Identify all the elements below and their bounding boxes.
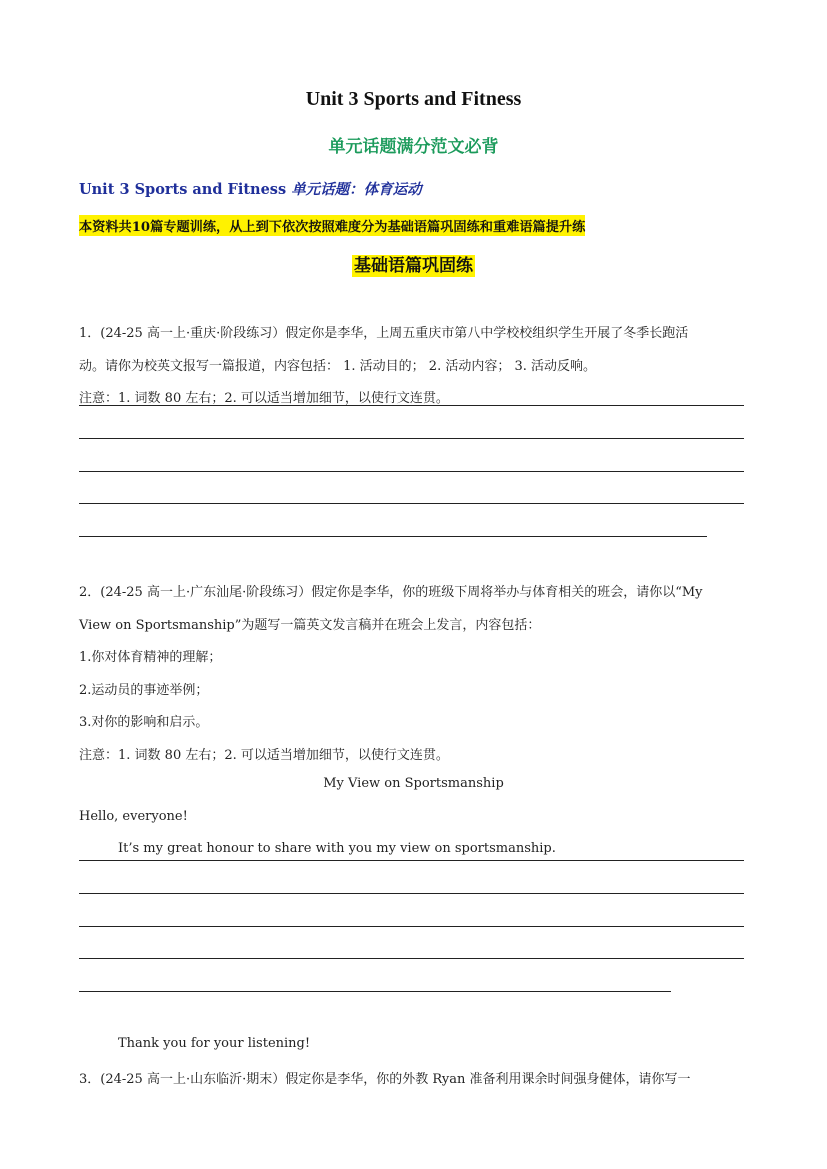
document-subtitle: 单元话题满分范文必背 <box>328 137 499 157</box>
q2-answer-line <box>79 991 671 992</box>
q2-closing: Thank you for your listening! <box>118 1036 311 1051</box>
q2-prompt-line-1: 2．(24-25 高一上·广东汕尾·阶段练习）假定你是李华，你的班级下周将举办与体育相关的班会，请你以“My <box>79 585 703 600</box>
q2-item-3: 3.对你的影响和启示。 <box>79 715 209 730</box>
q2-answer-line <box>79 958 744 959</box>
q1-answer-line <box>79 405 744 406</box>
unit-topic <box>79 178 422 199</box>
unit-topic-en: Unit 3 Sports and Fitness <box>79 181 292 198</box>
q1-prompt-line-1: 1．(24-25 高一上·重庆·阶段练习）假定你是李华，上周五重庆市第八中学校校组织学生开展了冬季长跑活 <box>79 326 689 341</box>
q2-item-1: 1.你对体育精神的理解； <box>79 650 222 665</box>
q1-answer-line <box>79 438 744 439</box>
q1-answer-line <box>79 503 744 504</box>
q2-answer-line <box>79 893 744 894</box>
q1-answer-line <box>79 471 744 472</box>
q2-prompt-line-2: View on Sportsmanship”为题写一篇英文发言稿并在班会上发言，内容包括： <box>79 618 541 633</box>
q2-greeting: Hello, everyone! <box>79 809 188 824</box>
q2-answer-line <box>79 926 744 927</box>
material-note: 本资料共10篇专题训练，从上到下依次按照难度分为基础语篇巩固练和重难语篇提升练 <box>79 215 585 236</box>
document-title: Unit 3 Sports and Fitness <box>305 88 522 110</box>
q2-essay-title: My View on Sportsmanship <box>323 776 504 791</box>
unit-topic-cn: 单元话题：体育运动 <box>291 181 422 198</box>
q2-note: 注意：1. 词数 80 左右；2. 可以适当增加细节，以使行文连贯。 <box>79 748 449 763</box>
q3-prompt-line-1: 3．(24-25 高一上·山东临沂·期末）假定你是李华，你的外教 Ryan 准备利用课余时间强身健体，请你写一 <box>79 1072 691 1087</box>
q1-prompt-line-2: 动。请你为校英文报写一篇报道，内容包括： 1. 活动目的； 2. 活动内容； 3. 活动反响。 <box>79 359 597 374</box>
q1-answer-line <box>79 536 707 537</box>
q2-answer-line <box>79 860 744 861</box>
section-heading <box>0 251 827 276</box>
q1-note: 注意：1. 词数 80 左右；2. 可以适当增加细节，以使行文连贯。 <box>79 391 449 406</box>
section-heading-text: 基础语篇巩固练 <box>354 256 473 276</box>
q2-item-2: 2.运动员的事迹举例； <box>79 683 209 698</box>
q2-opening: It’s my great honour to share with you my view on sportsmanship. <box>118 841 556 856</box>
